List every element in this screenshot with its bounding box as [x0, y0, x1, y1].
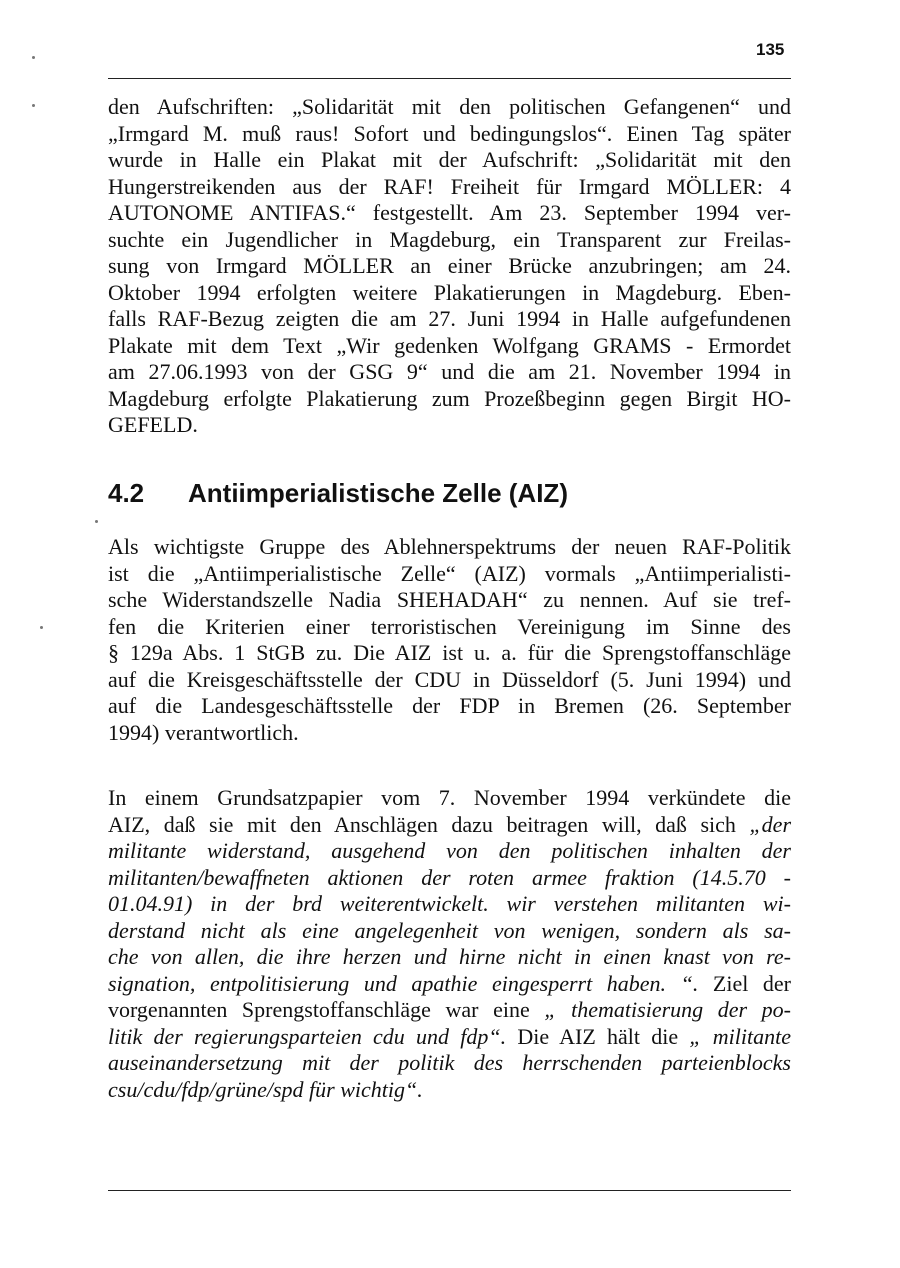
quoted-text: auseinandersetzung mit der politik des herrschenden parteienblocks: [108, 1050, 791, 1075]
text-segment: AIZ, daß sie mit den Anschlägen dazu beitragen will, daß sich: [108, 811, 750, 837]
text-line: falls RAF-Bezug zeigten die am 27. Juni 1994 in Halle aufgefundenen: [108, 306, 791, 331]
quoted-text: che von allen, die ihre herzen und hirne nicht in einen knast von re-: [108, 944, 791, 969]
scan-speck: [32, 56, 35, 59]
text-line: Als wichtigste Gruppe des Ablehnerspektrums der neuen RAF-Politik: [108, 534, 791, 559]
text-line: auf die Kreisgeschäftsstelle der CDU in Düsseldorf (5. Juni 1994) und: [108, 666, 791, 692]
text-segment: Die AIZ hält die: [506, 1023, 690, 1049]
page-number: 135: [756, 40, 785, 59]
text-line: 1994) verantwortlich.: [108, 719, 299, 745]
text-line: fen die Kriterien einer terroristischen Vereinigung im Sinne des: [108, 613, 791, 639]
text-line: [108, 944, 791, 971]
quoted-text: militanten/bewaffneten aktionen der roten armee fraktion (14.5.70 -: [108, 864, 791, 890]
text-line: AUTONOME ANTIFAS.“ festgestellt. Am 23. September 1994 ver-: [108, 200, 791, 225]
quoted-text: derstand nicht als eine angelegenheit von wenigen, sondern als sa-: [108, 917, 791, 943]
footer-rule: [108, 1190, 791, 1191]
scan-speck: [95, 520, 98, 523]
quoted-text: litik der regierungsparteien cdu und fdp“.: [108, 1023, 507, 1049]
quoted-text: militante widerstand, ausgehend von den politischen inhalten der: [108, 838, 791, 863]
text-line: [108, 997, 791, 1024]
text-line: [108, 918, 791, 945]
text-line: [108, 1077, 791, 1104]
section-title: Antiimperialistische Zelle (AIZ): [188, 478, 568, 508]
text-line: sung von Irmgard MÖLLER an einer Brücke anzubringen; am 24.: [108, 253, 791, 278]
text-line: den Aufschriften: „Solidarität mit den politischen Gefangenen“ und: [108, 94, 791, 119]
text-line: „Irmgard M. muß raus! Sofort und bedingungslos“. Einen Tag später: [108, 120, 791, 146]
text-line: ist die „Antiimperialistische Zelle“ (AIZ) vormals „Antiimperialisti-: [108, 560, 791, 586]
text-line: [108, 812, 791, 839]
text-line: [108, 838, 791, 865]
text-line: [108, 1024, 791, 1051]
text-line: Hungerstreikenden aus der RAF! Freiheit für Irmgard MÖLLER: 4: [108, 173, 791, 199]
text-line: am 27.06.1993 von der GSG 9“ und die am 21. November 1994 in: [108, 359, 791, 384]
text-line: Magdeburg erfolgte Plakatierung zum Prozeßbeginn gegen Birgit HO-: [108, 385, 791, 411]
text-line: [108, 865, 791, 892]
paragraph-1: [108, 94, 791, 439]
text-line: § 129a Abs. 1 StGB zu. Die AIZ ist u. a. für die Sprengstoffanschläge: [108, 640, 791, 665]
section-heading: [108, 476, 791, 510]
text-line: wurde in Halle ein Plakat mit der Aufschrift: „Solidarität mit den: [108, 147, 791, 172]
scan-speck: [40, 626, 43, 629]
header-rule: [108, 78, 791, 79]
quoted-text: „ thematisierung der po-: [544, 997, 791, 1022]
text-line: GEFELD.: [108, 412, 198, 437]
quoted-text: signation, entpolitisierung und apathie eingesperrt haben. “.: [108, 970, 699, 996]
text-line: Plakate mit dem Text „Wir gedenken Wolfgang GRAMS - Ermordet: [108, 332, 791, 358]
quoted-text: „der: [749, 811, 791, 837]
text-line: Oktober 1994 erfolgten weitere Plakatierungen in Magdeburg. Eben-: [108, 279, 791, 305]
section-number: 4.2: [108, 478, 145, 508]
paragraph-2: [108, 534, 791, 746]
text-segment: Ziel der: [698, 970, 791, 996]
quoted-text: „ militante: [689, 1023, 791, 1049]
text-line: [108, 1050, 791, 1077]
text-line: suchte ein Jugendlicher in Magdeburg, ein Transparent zur Freilas-: [108, 226, 791, 252]
quoted-text: csu/cdu/fdp/grüne/spd für wichtig“.: [108, 1076, 423, 1102]
text-segment: vorgenannten Sprengstoffanschläge war eine: [108, 997, 545, 1022]
text-segment: In einem Grundsatzpapier vom 7. November 1994 verkündete die: [108, 785, 791, 810]
text-line: [108, 785, 791, 812]
quoted-text: 01.04.91) in der brd weiterentwickelt. wir verstehen militanten wi-: [108, 891, 791, 916]
text-line: auf die Landesgeschäftsstelle der FDP in Bremen (26. September: [108, 693, 791, 718]
text-line: sche Widerstandszelle Nadia SHEHADAH“ zu nennen. Auf sie tref-: [108, 587, 791, 612]
text-line: [108, 891, 791, 918]
scan-speck: [32, 104, 35, 107]
text-line: [108, 971, 791, 998]
paragraph-3: [108, 785, 791, 1103]
